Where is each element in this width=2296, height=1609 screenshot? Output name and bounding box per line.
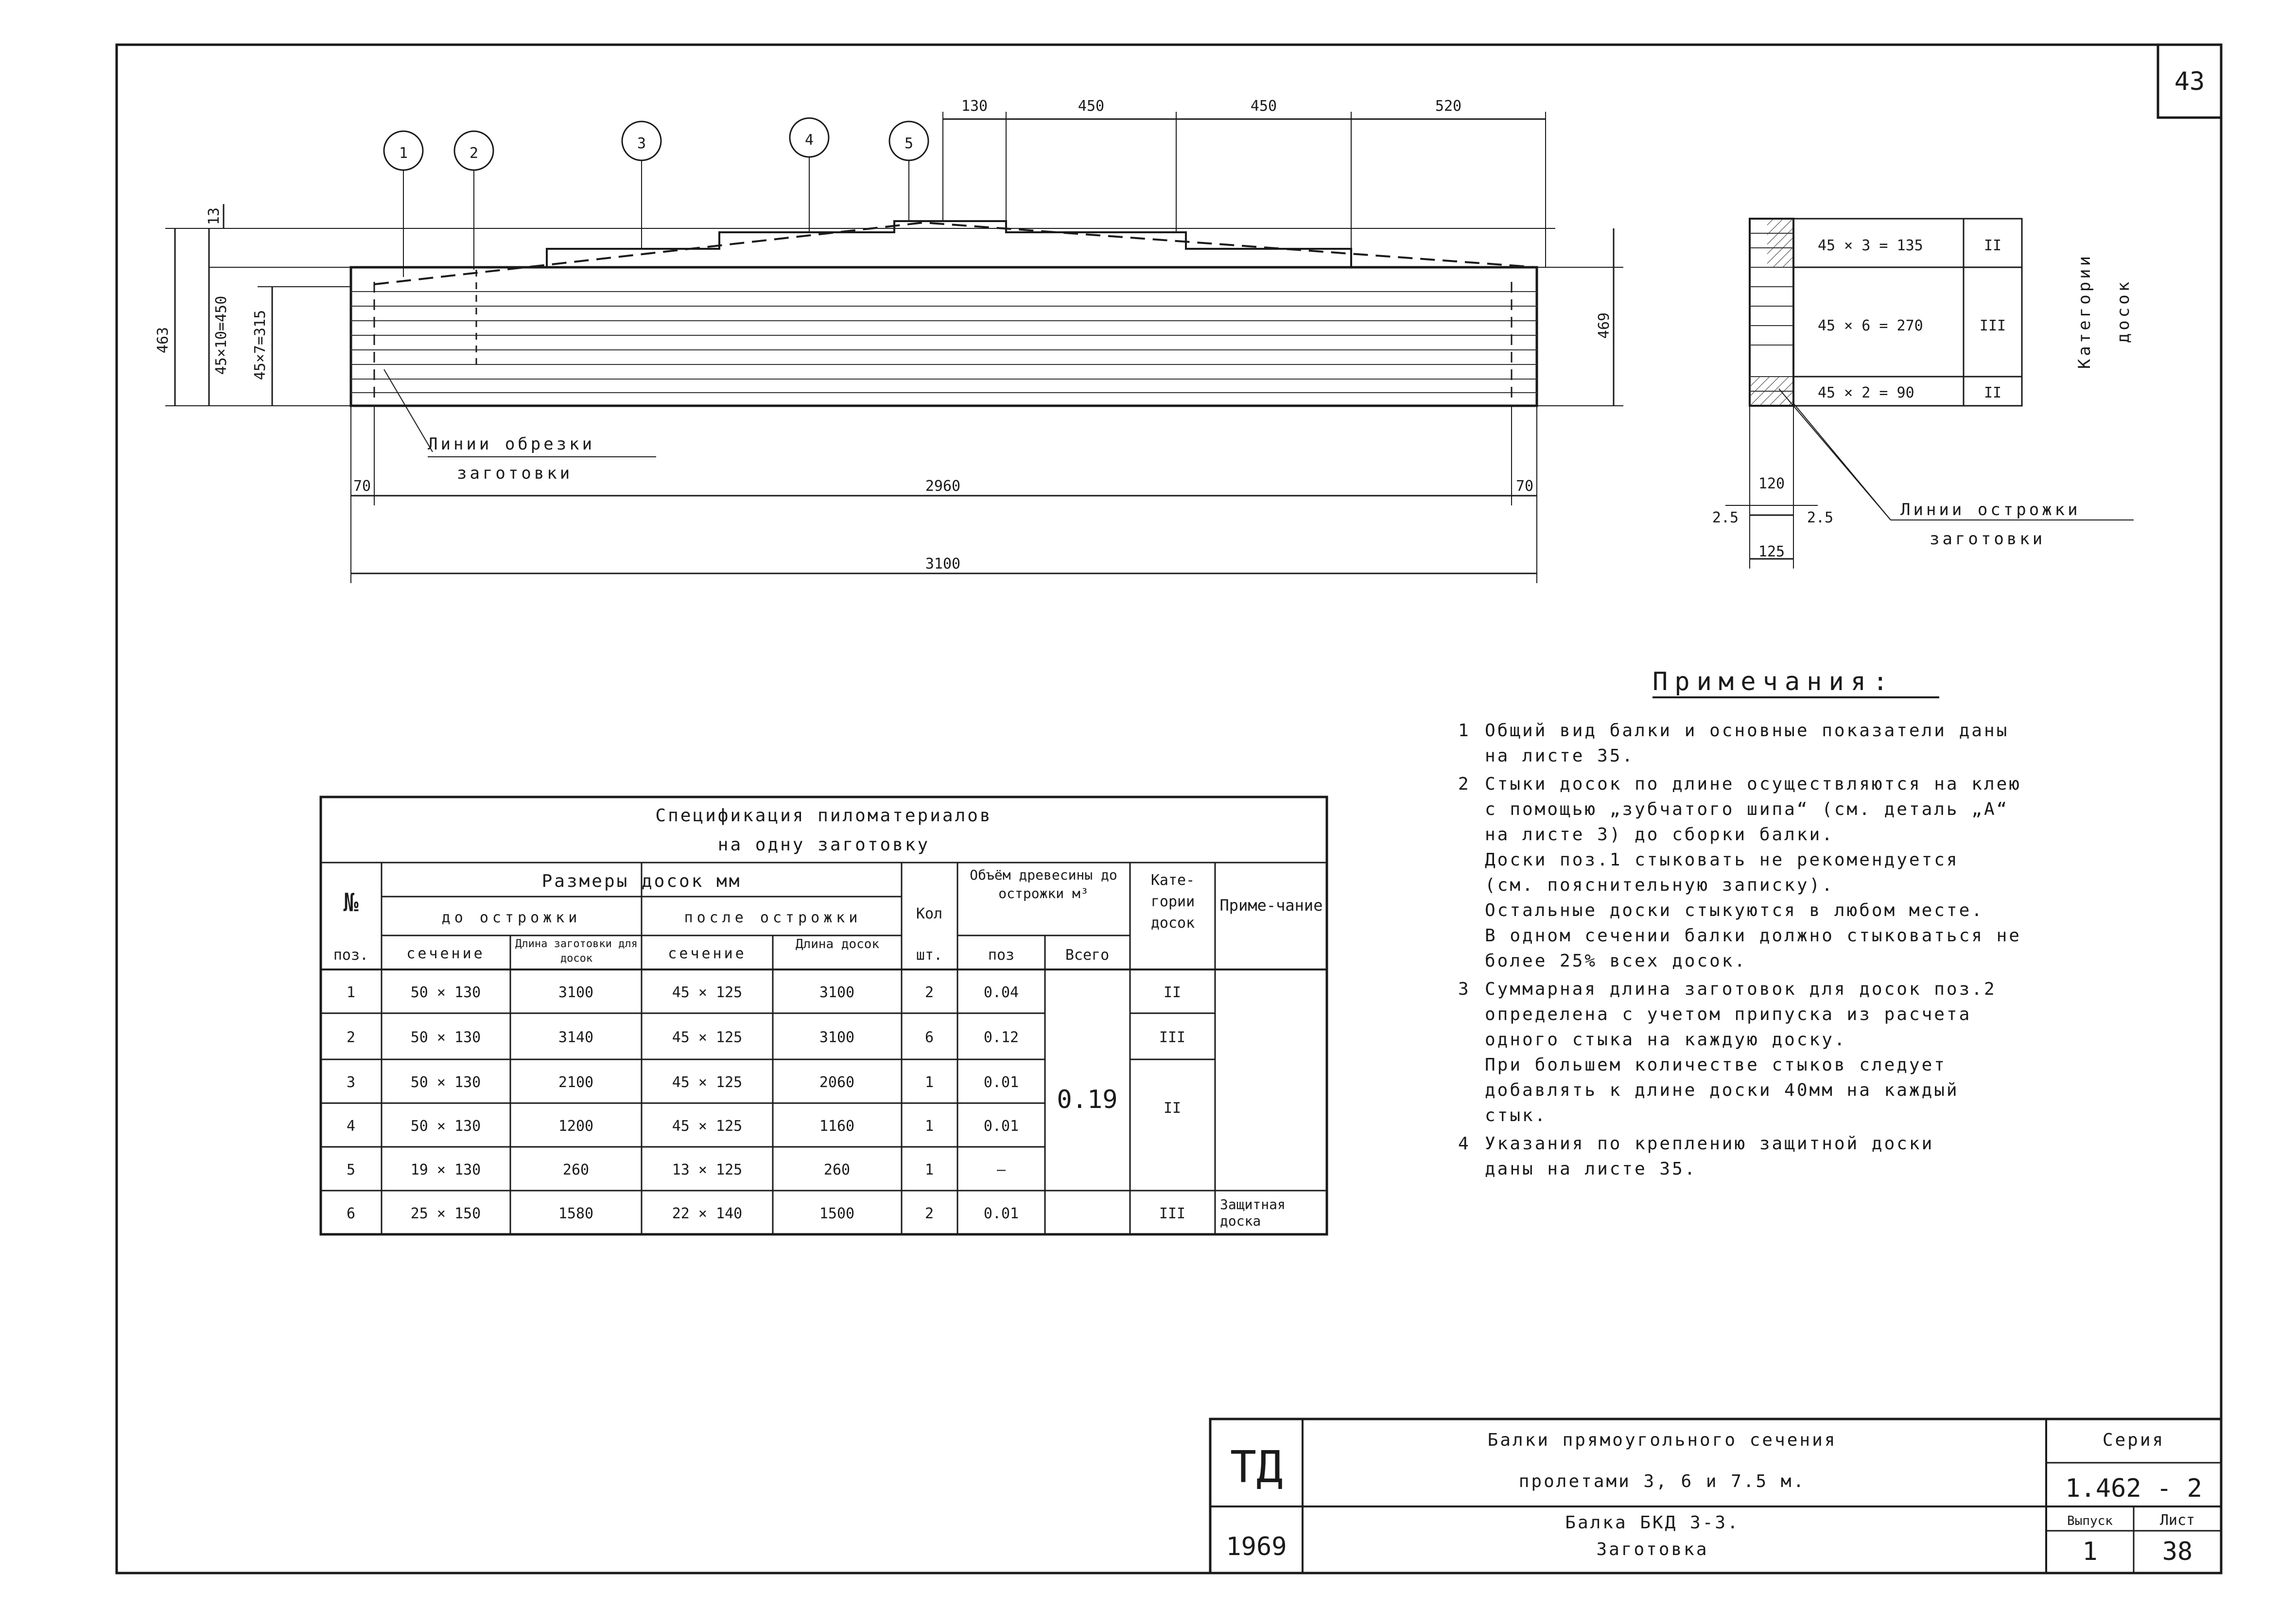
hdr-qty-unit: шт. bbox=[916, 947, 943, 964]
row-section-before: 50 × 130 bbox=[410, 1118, 481, 1135]
note-line: Стыки досок по длине осуществляются на клею bbox=[1485, 774, 2021, 794]
note-line: одного стыка на каждую доску. bbox=[1485, 1030, 1847, 1050]
tb-sheet: 38 bbox=[2162, 1537, 2193, 1566]
row-volume: — bbox=[996, 1161, 1006, 1178]
beam-blank-outline bbox=[351, 267, 1537, 406]
corner-number-box bbox=[2158, 45, 2221, 118]
row-qty: 6 bbox=[924, 1029, 934, 1046]
row-length-before: 1580 bbox=[558, 1205, 594, 1222]
layer-bottom-cat: II bbox=[1983, 384, 2002, 401]
notes-title: Примечания: bbox=[1652, 667, 1895, 696]
note-line: (см. пояснительную записку). bbox=[1485, 875, 1834, 895]
dim-height-315: 45×7=315 bbox=[252, 310, 269, 381]
tb-year: 1969 bbox=[1226, 1532, 1287, 1561]
note-number: 1 bbox=[1458, 721, 1471, 741]
category-label-1: Категории bbox=[2075, 253, 2094, 369]
tb-sub-1: Балка БКД 3-3. bbox=[1565, 1513, 1740, 1533]
row-length-after: 260 bbox=[823, 1161, 851, 1178]
layer-top-cat: II bbox=[1983, 237, 2002, 254]
row-category: III bbox=[1159, 1205, 1186, 1222]
hdr-len-before: Длина заготовки для досок bbox=[515, 938, 638, 965]
row-section-after: 45 × 125 bbox=[672, 1074, 743, 1091]
row-length-after: 3100 bbox=[819, 1029, 855, 1046]
section-dim-2-5b: 2.5 bbox=[1807, 509, 1834, 526]
dim-right-469: 469 bbox=[1596, 312, 1613, 339]
tb-org: ТД bbox=[1230, 1442, 1283, 1493]
note-line: добавлять к длине доски 40мм на каждый bbox=[1485, 1080, 1959, 1100]
cut-lines-label-1: Линии обрезки bbox=[428, 434, 595, 454]
note-number: 2 bbox=[1458, 774, 1471, 794]
note-line: более 25% всех досок. bbox=[1485, 951, 1747, 971]
note-line: даны на листе 35. bbox=[1485, 1159, 1697, 1179]
planing-label-1: Линии острожки bbox=[1900, 500, 2081, 519]
row-pos: 3 bbox=[346, 1074, 356, 1091]
section-dim-125: 125 bbox=[1758, 543, 1785, 560]
row-length-before: 260 bbox=[562, 1161, 590, 1178]
category-label-2: досок bbox=[2114, 278, 2133, 344]
hdr-vol-poz: поз bbox=[988, 947, 1015, 964]
spec-table bbox=[321, 797, 1327, 1234]
tb-issue: 1 bbox=[2082, 1537, 2098, 1566]
dim-bottom-70a: 70 bbox=[353, 478, 371, 495]
tb-issue-label: Выпуск bbox=[2067, 1514, 2113, 1528]
hdr-len-after: Длина досок bbox=[795, 937, 880, 952]
note-number: 3 bbox=[1458, 979, 1471, 999]
layer-mid-cat: III bbox=[1979, 317, 2006, 334]
spec-title-1: Спецификация пиломатериалов bbox=[655, 806, 992, 826]
dim-bottom-70b: 70 bbox=[1515, 478, 1534, 495]
dim-top-520: 520 bbox=[1435, 98, 1462, 115]
layer-top-label: 45 × 3 = 135 bbox=[1818, 237, 1923, 254]
note-line: определена с учетом припуска из расчета bbox=[1485, 1004, 1972, 1024]
tb-series-label: Серия bbox=[2102, 1430, 2165, 1450]
dim-13: 13 bbox=[206, 207, 223, 225]
row-length-before: 3140 bbox=[558, 1029, 594, 1046]
note-line: Доски поз.1 стыковать не рекомендуется bbox=[1485, 850, 1959, 870]
row-qty: 2 bbox=[924, 984, 934, 1001]
row-section-after: 22 × 140 bbox=[672, 1205, 743, 1222]
dim-bottom-2960: 2960 bbox=[925, 478, 961, 495]
layer-bottom-label: 45 × 2 = 90 bbox=[1818, 384, 1914, 401]
row-pos: 1 bbox=[346, 984, 356, 1001]
hdr-section-before: сечение bbox=[406, 945, 485, 962]
note-line: на листе 3) до сборки балки. bbox=[1485, 825, 1834, 845]
row-length-before: 1200 bbox=[558, 1118, 594, 1135]
row-pos: 4 bbox=[346, 1118, 356, 1135]
row-pos: 5 bbox=[346, 1161, 356, 1178]
row-section-before: 50 × 130 bbox=[410, 984, 481, 1001]
hdr-qty: Кол bbox=[916, 905, 943, 922]
row-section-after: 13 × 125 bbox=[672, 1161, 743, 1178]
title-block bbox=[1210, 1419, 2221, 1573]
dim-height-total: 463 bbox=[155, 327, 172, 354]
note-line: Суммарная длина заготовок для досок поз.2 bbox=[1485, 979, 1997, 999]
section-dim-2-5a: 2.5 bbox=[1712, 509, 1739, 526]
row-category: III bbox=[1159, 1029, 1186, 1046]
hdr-vol-total: Всего bbox=[1065, 947, 1110, 964]
row-section-before: 19 × 130 bbox=[410, 1161, 481, 1178]
hdr-note: Приме-чание bbox=[1219, 896, 1323, 915]
row-length-after: 3100 bbox=[819, 984, 855, 1001]
dim-top-450a: 450 bbox=[1078, 98, 1105, 115]
layer-mid-label: 45 × 6 = 270 bbox=[1818, 317, 1923, 334]
cut-lines-label-2: заготовки bbox=[457, 464, 573, 483]
hdr-category: Кате-гории досок bbox=[1150, 872, 1195, 932]
note-line: стык. bbox=[1485, 1106, 1548, 1125]
hdr-sizes: Размеры досок мм bbox=[541, 871, 742, 891]
callout-4: 4 bbox=[804, 132, 814, 149]
planing-label-2: заготовки bbox=[1930, 529, 2046, 549]
row-pos: 2 bbox=[346, 1029, 356, 1046]
note-line: на листе 35. bbox=[1485, 746, 1635, 766]
callout-5: 5 bbox=[904, 135, 914, 152]
row-volume: 0.04 bbox=[983, 984, 1019, 1001]
hdr-poz: поз. bbox=[333, 947, 369, 964]
note-line: Указания по креплению защитной доски bbox=[1485, 1134, 1934, 1154]
note-line: Остальные доски стыкуются в любом месте. bbox=[1485, 900, 1984, 920]
dim-height-450: 45×10=450 bbox=[213, 295, 230, 375]
note-line: Общий вид балки и основные показатели даны bbox=[1485, 721, 2009, 741]
row-category: II bbox=[1163, 1100, 1182, 1117]
callout-3: 3 bbox=[637, 135, 646, 152]
hdr-no: № bbox=[343, 888, 359, 917]
tb-sheet-label: Лист bbox=[2159, 1512, 2195, 1529]
row-section-before: 25 × 150 bbox=[410, 1205, 481, 1222]
tb-title-2: пролетами 3, 6 и 7.5 м. bbox=[1518, 1471, 1806, 1491]
hdr-volume: Объём древесины до острожки м³ bbox=[970, 867, 1117, 901]
row-section-after: 45 × 125 bbox=[672, 1029, 743, 1046]
notes bbox=[1458, 667, 2021, 1179]
position-callouts bbox=[384, 118, 928, 277]
dim-bottom-3100: 3100 bbox=[925, 555, 961, 572]
row-length-before: 2100 bbox=[558, 1074, 594, 1091]
row-length-after: 1500 bbox=[819, 1205, 855, 1222]
note-line: В одном сечении балки должно стыковаться не bbox=[1485, 926, 2021, 946]
note-number: 4 bbox=[1458, 1134, 1471, 1154]
row-category: II bbox=[1163, 984, 1182, 1001]
beam-elevation bbox=[155, 98, 1623, 583]
section-dim-120: 120 bbox=[1758, 475, 1785, 492]
row-volume: 0.01 bbox=[983, 1074, 1019, 1091]
row-qty: 1 bbox=[924, 1118, 934, 1135]
tb-title-1: Балки прямоугольного сечения bbox=[1487, 1430, 1837, 1450]
dim-top-450b: 450 bbox=[1250, 98, 1277, 115]
note-line: При большем количестве стыков следует bbox=[1485, 1055, 1947, 1075]
spec-total-volume: 0.19 bbox=[1057, 1085, 1118, 1114]
row-pos: 6 bbox=[346, 1205, 356, 1222]
hdr-section-after: сечение bbox=[668, 945, 747, 962]
row-volume: 0.01 bbox=[983, 1118, 1019, 1135]
note-line: с помощью „зубчатого шипа“ (см. деталь „А“ bbox=[1485, 799, 2009, 819]
row-qty: 2 bbox=[924, 1205, 934, 1222]
row-volume: 0.01 bbox=[983, 1205, 1019, 1222]
row-length-after: 2060 bbox=[819, 1074, 855, 1091]
callout-1: 1 bbox=[399, 145, 408, 162]
row-section-after: 45 × 125 bbox=[672, 984, 743, 1001]
spec-title-2: на одну заготовку bbox=[717, 835, 930, 855]
cross-section bbox=[1712, 219, 2134, 569]
tb-series: 1.462 - 2 bbox=[2065, 1474, 2202, 1503]
row-note: Защитная доска bbox=[1220, 1196, 1286, 1229]
row-qty: 1 bbox=[924, 1074, 934, 1091]
corner-number: 43 bbox=[2174, 67, 2205, 96]
hdr-after: после острожки bbox=[684, 909, 862, 926]
row-volume: 0.12 bbox=[983, 1029, 1019, 1046]
dim-top-130: 130 bbox=[961, 98, 988, 115]
row-qty: 1 bbox=[924, 1161, 934, 1178]
callout-2: 2 bbox=[469, 145, 479, 162]
row-section-before: 50 × 130 bbox=[410, 1074, 481, 1091]
tb-sub-2: Заготовка bbox=[1596, 1540, 1709, 1559]
notes-body bbox=[1458, 721, 2021, 1179]
row-section-after: 45 × 125 bbox=[672, 1118, 743, 1135]
row-length-before: 3100 bbox=[558, 984, 594, 1001]
row-section-before: 50 × 130 bbox=[410, 1029, 481, 1046]
row-length-after: 1160 bbox=[819, 1118, 855, 1135]
spec-rows bbox=[347, 984, 1286, 1229]
hdr-before: до острожки bbox=[441, 909, 581, 926]
